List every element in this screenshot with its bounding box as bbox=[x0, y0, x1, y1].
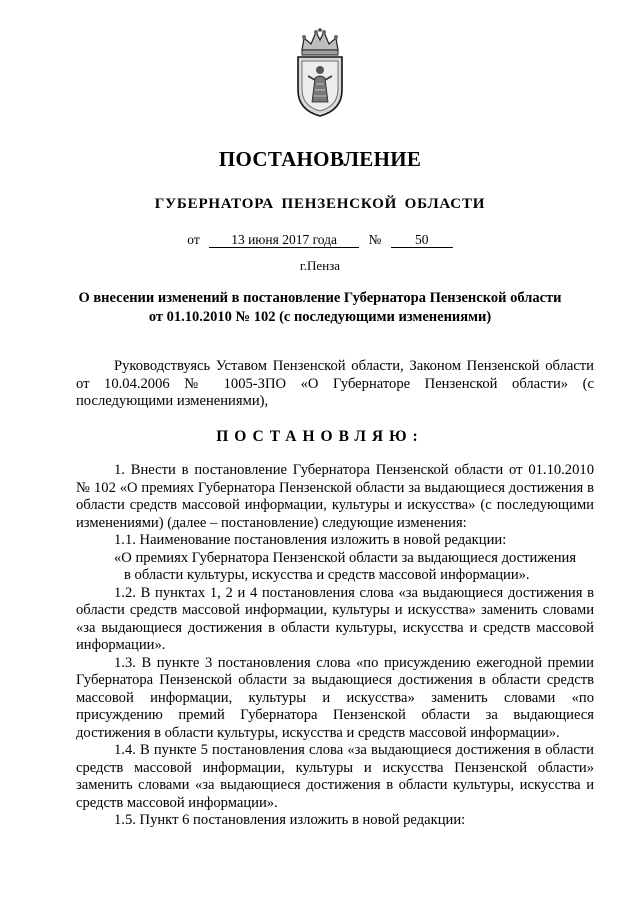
document-title: ПОСТАНОВЛЕНИЕ bbox=[218, 147, 422, 171]
decree-word: ПОСТАНОВЛЯЮ: bbox=[216, 428, 424, 445]
number-prefix: № bbox=[368, 232, 382, 247]
paragraph: 1.3. В пункте 3 постановления слова «по присуждению ежегодной премии Губернатора Пензенской области за выдающиеся достижения в области средств массовой информации, культуры и искусства» заменить словами «по присуждению премий Губернатора Пензенской области за выдающиеся достижения в области культуры, искусства и средств массовой информации». bbox=[76, 654, 594, 741]
paragraph-quote: «О премиях Губернатора Пензенской области за выдающиеся достижения bbox=[114, 549, 577, 566]
preamble-text: Руководствуясь Уставом Пензенской области, Законом Пензенской области от 10.04.2006 № 1005-ЗПО «О Губернаторе Пензенской области» (с последующими изменениями), bbox=[76, 358, 594, 409]
paragraph: 1.5. Пункт 6 постановления изложить в новой редакции: bbox=[114, 812, 466, 828]
paragraph: 1.4. В пункте 5 постановления слова «за выдающиеся достижения в области средств массовой информации, культуры и искусства Пензенской области» заменить словами «за выдающиеся достижения в области культуры, искусства и средств массовой информации». bbox=[76, 742, 594, 811]
preamble bbox=[76, 358, 594, 411]
subject-line-1: О внесении изменений в постановление Губернатора Пензенской области bbox=[78, 290, 562, 306]
document-date: 13 июня 2017 года bbox=[209, 232, 359, 248]
coat-of-arms-icon bbox=[294, 28, 346, 118]
issuing-authority: ГУБЕРНАТОРА ПЕНЗЕНСКОЙ ОБЛАСТИ bbox=[154, 196, 486, 212]
date-number-line bbox=[0, 232, 640, 248]
document-number: 50 bbox=[391, 232, 453, 248]
paragraph: 1. Внести в постановление Губернатора Пензенской области от 01.10.2010 № 102 «О премиях Губернатора Пензенской области за выдающиеся достижения в области средств массовой информации, культуры и искусства» (с последующими изменениями) (далее – постановление) следующие изменения: bbox=[76, 462, 594, 531]
paragraph: 1.2. В пунктах 1, 2 и 4 постановления слова «за выдающиеся достижения в области средств массовой информации, культуры и искусства» заменить словами «за выдающиеся достижения в области культуры, искусства и средств массовой информации». bbox=[76, 584, 594, 653]
document-body bbox=[76, 462, 594, 830]
city: г.Пенза bbox=[299, 258, 341, 273]
date-prefix: от bbox=[187, 232, 200, 247]
document-subject bbox=[60, 289, 580, 327]
subject-line-2: от 01.10.2010 № 102 (с последующими изменениями) bbox=[148, 309, 492, 325]
paragraph-quote: в области культуры, искусства и средств массовой информации». bbox=[124, 567, 530, 583]
paragraph: 1.1. Наименование постановления изложить в новой редакции: bbox=[114, 532, 507, 548]
